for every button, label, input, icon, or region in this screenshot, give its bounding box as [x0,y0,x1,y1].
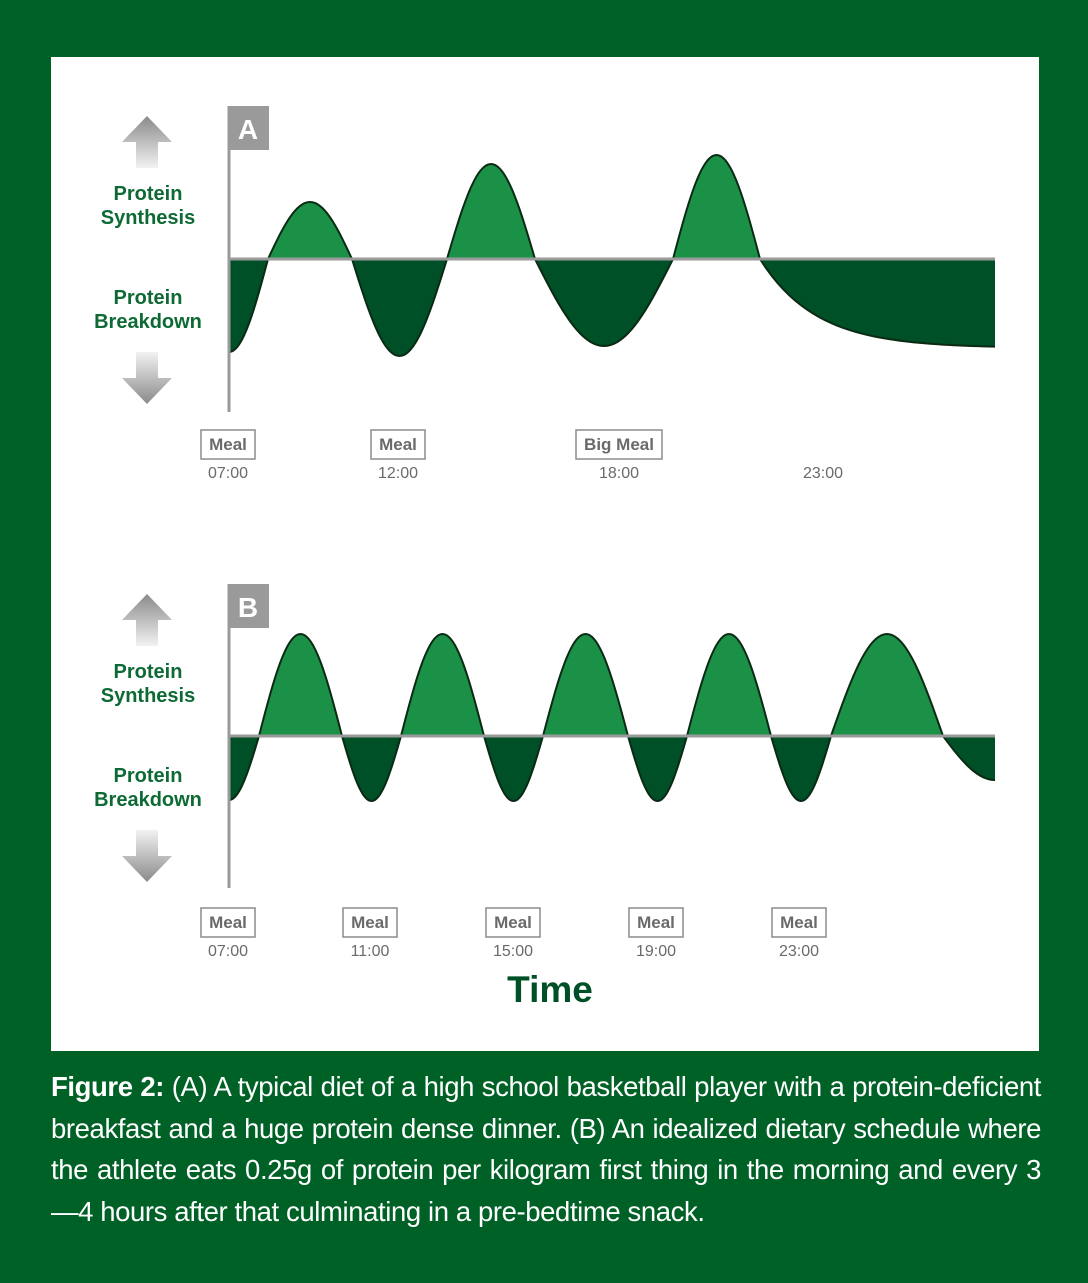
figure-caption [51,1066,1041,1232]
panel-a-group [94,106,995,482]
panel-b-time-label: 07:00 [207,943,249,960]
panel-b-breakdown-lobe [943,736,995,780]
caption-text: (A) A typical diet of a high school basketball player with a protein-deficient breakfast and a huge protein dense dinner. (B) An idealized dietary schedule where the athlete eats 0.25g of protein per kilogram first thing in the morning and every 3—4 hours after that culminating in a pre-bedtime snack. [51,1071,1041,1227]
panel-a-synthesis-lobe [673,155,760,259]
panel-a-arrow-up-icon [122,116,172,168]
panel-a-arrow-down-icon [122,352,172,404]
panel-b-group [94,584,995,960]
figure-diagram [51,57,1039,1051]
panel-b-breakdown-label: Protein Breakdown [94,765,202,811]
panel-a-letter: A [237,114,259,145]
panel-b-synthesis-lobe [259,634,342,736]
panel-b-time-label: 23:00 [778,943,820,960]
panel-a-breakdown-lobe [535,259,673,346]
panel-a-meal-label: Meal [209,435,247,454]
panel-b-arrow-up-icon [122,594,172,646]
panel-b-synthesis-lobe [401,634,484,736]
panel-a-meal-label: Meal [379,435,417,454]
panel-a-time-label: 23:00 [802,465,844,482]
panel-a-synthesis-lobe [447,164,535,259]
panel-a-synthesis-lobe [268,202,352,259]
panel-b-synthesis-lobe [831,634,943,736]
panel-b-time-label: 11:00 [350,943,390,960]
panel-b-meal-label: Meal [637,913,675,932]
panel-b-time-label: 15:00 [492,943,534,960]
panel-a-time-label: 07:00 [207,465,249,482]
panel-b-time-label: 19:00 [635,943,677,960]
panel-b-synthesis-lobe [687,634,771,736]
panel-b-synthesis-lobe [543,634,628,736]
panel-a-breakdown-lobe [760,259,995,347]
panel-a-breakdown-lobe [352,259,447,356]
panel-b-arrow-down-icon [122,830,172,882]
figure-panel [51,57,1039,1051]
panel-a-time-label: 12:00 [377,465,419,482]
panel-b-meal-label: Meal [780,913,818,932]
panel-b-synthesis-label: Protein Synthesis [100,661,196,707]
panel-a-breakdown-lobe [229,259,268,352]
panel-b-meal-label: Meal [494,913,532,932]
panel-a-meal-label: Big Meal [584,435,654,454]
panel-b-letter: B [237,592,259,623]
caption-label: Figure 2: [51,1071,165,1102]
panel-b-meal-label: Meal [351,913,389,932]
panel-a-time-label: 18:00 [598,465,640,482]
panel-a-breakdown-label: Protein Breakdown [94,287,202,333]
panel-b-meal-label: Meal [209,913,247,932]
panel-a-synthesis-label: Protein Synthesis [100,183,196,229]
panel-b-breakdown-lobe [229,736,259,800]
x-axis-label: Time [507,969,593,1010]
